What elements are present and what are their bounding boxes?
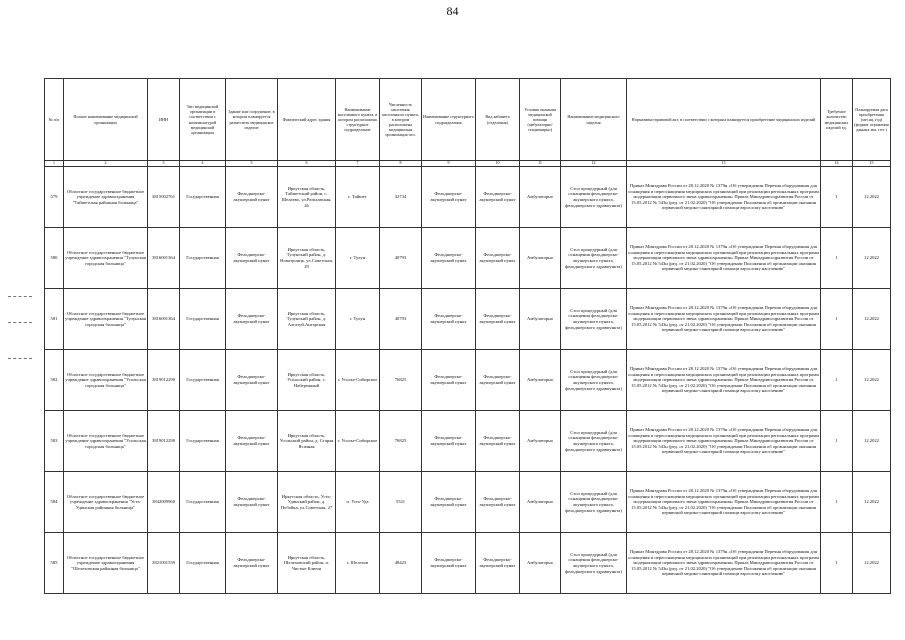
header-cell: Численность населения населенного пункта, в котором расположена медицинская организация чел. (380, 79, 422, 161)
org-name-cell: Областное государственное бюджетное учреждение здравоохранения "Усольская городская больница" (64, 411, 148, 472)
column-number: 8 (380, 161, 422, 167)
header-cell: Планируемая дата приобретения (месяц, год) (формат отражения данных мм. гггг.) (853, 79, 891, 161)
unit-cell: Фельдшерско-акушерский пункт (422, 472, 476, 533)
address-cell: Иркутская область, Тайшетский район, с. Шелаево, ул.Partizanская, 26 (278, 167, 336, 228)
header-cell: Наименование населенного пункта, в котором расположена структурное подразделение (336, 79, 380, 161)
org-type-cell: Государственная (180, 411, 226, 472)
org-type-cell: Государственная (180, 167, 226, 228)
address-cell: Иркутская область, Усольский район, с. Набережный (278, 350, 336, 411)
header-cell: № п/п (45, 79, 64, 161)
locality-cell: г. Шелехов (336, 533, 380, 594)
org-name-cell: Областное государственное бюджетное учреждение здравоохранения "Тулунская городская больница" (64, 289, 148, 350)
device-name-cell: Стол процедурный (для оснащения фельдшерско-акушерского пункта, фельдшерского здравпункта) (561, 472, 627, 533)
locality-cell: г. Тайшет (336, 167, 380, 228)
building-cell: Фельдшерско-акушерский пункт (226, 167, 278, 228)
device-name-cell: Стол процедурный (для оснащения фельдшерско-акушерского пункта, фельдшерского здравпункта) (561, 533, 627, 594)
column-number: 11 (520, 161, 561, 167)
conditions-cell: Амбулаторно (520, 350, 561, 411)
legal-act-cell: Приказ Минздрава России от 28.12.2020 № 1379н «Об утверждении Перечня оборудования для оснащения и переоснащения медицинских организаций при реализации региональных программ модернизации первичного звена здравоохранения» Приказ Минздравсоцразвития России от 15.05.2012 № 543н (ред. от 21.02.2020) "Об утверждении Положения об организации оказания первичной медико-санитарной помощи взрослому населению" (627, 472, 821, 533)
device-name-cell: Стол процедурный (для оснащения фельдшерско-акушерского пункта, фельдшерского здравпункта) (561, 289, 627, 350)
unit-cell: Фельдшерско-акушерский пункт (422, 167, 476, 228)
locality-cell: п. Усть-Уда (336, 472, 380, 533)
column-number: 5 (226, 161, 278, 167)
row-number-cell: 582 (45, 350, 64, 411)
row-number-cell: 581 (45, 289, 64, 350)
header-cell: Наименование медицинского изделия (561, 79, 627, 161)
unit-cell: Фельдшерско-акушерский пункт (422, 411, 476, 472)
table-row (45, 228, 891, 289)
conditions-cell: Амбулаторно (520, 167, 561, 228)
cabinet-cell: Фельдшерско-акушерский пункт (476, 167, 520, 228)
building-cell: Фельдшерско-акушерский пункт (226, 411, 278, 472)
org-type-cell: Государственная (180, 533, 226, 594)
column-number: 15 (853, 161, 891, 167)
cabinet-cell: Фельдшерско-акушерский пункт (476, 472, 520, 533)
table-row (45, 289, 891, 350)
row-number-cell: 585 (45, 533, 64, 594)
header-cell: Вид кабинета (отделения) (476, 79, 520, 161)
population-cell: 40793 (380, 289, 422, 350)
row-number-cell: 584 (45, 472, 64, 533)
column-number: 7 (336, 161, 380, 167)
org-type-cell: Государственная (180, 228, 226, 289)
table-row (45, 350, 891, 411)
population-cell: 40793 (380, 228, 422, 289)
header-cell: Здание или сооружение, в котором планируется разместить медицинское изделие (226, 79, 278, 161)
cabinet-cell: Фельдшерско-акушерский пункт (476, 350, 520, 411)
unit-cell: Фельдшерско-акушерский пункт (422, 289, 476, 350)
org-name-cell: Областное государственное бюджетное учреждение здравоохранения "Усть-Удинская районная больница" (64, 472, 148, 533)
header-cell: Требуемое количество медицинских изделий ед. (821, 79, 853, 161)
population-cell: 5521 (380, 472, 422, 533)
cabinet-cell: Фельдшерско-акушерский пункт (476, 533, 520, 594)
device-name-cell: Стол процедурный (для оснащения фельдшерско-акушерского пункта, фельдшерского здравпункта) (561, 411, 627, 472)
row-number-cell: 579 (45, 167, 64, 228)
column-number: 4 (180, 161, 226, 167)
purchase-date-cell: 12.2022 (853, 350, 891, 411)
population-cell: 48423 (380, 533, 422, 594)
page-number: 84 (446, 4, 459, 18)
header-cell: Наименование структурного подразделения (422, 79, 476, 161)
inn-cell: 3816001364 (148, 289, 180, 350)
quantity-cell: 1 (821, 167, 853, 228)
inn-cell: 3816001364 (148, 228, 180, 289)
quantity-cell: 1 (821, 472, 853, 533)
header-cell: Условия оказания медицинской помощи (амбулаторно/ стационарно) (520, 79, 561, 161)
population-cell: 76825 (380, 411, 422, 472)
table-row (45, 167, 891, 228)
column-number: 3 (148, 161, 180, 167)
legal-act-cell: Приказ Минздрава России от 28.12.2020 № 1379н «Об утверждении Перечня оборудования для оснащения и переоснащения медицинских организаций при реализации региональных программ модернизации первичного звена здравоохранения» Приказ Минздравсоцразвития России от 15.05.2012 № 543н (ред. от 21.02.2020) "Об утверждении Положения об организации оказания первичной медико-санитарной помощи взрослому населению" (627, 350, 821, 411)
cabinet-cell: Фельдшерско-акушерский пункт (476, 228, 520, 289)
purchase-date-cell: 12.2022 (853, 411, 891, 472)
inn-cell: 3819012290 (148, 411, 180, 472)
margin-mark (8, 322, 32, 323)
conditions-cell: Амбулаторно (520, 533, 561, 594)
unit-cell: Фельдшерско-акушерский пункт (422, 350, 476, 411)
row-number-cell: 580 (45, 228, 64, 289)
column-number: 2 (64, 161, 148, 167)
address-cell: Иркутская область, Усольский район, д. Старая Ясачная (278, 411, 336, 472)
inn-cell: 3842009960 (148, 472, 180, 533)
org-type-cell: Государственная (180, 350, 226, 411)
conditions-cell: Амбулаторно (520, 228, 561, 289)
header-cell: Полное наименование медицинской организации (64, 79, 148, 161)
building-cell: Фельдшерско-акушерский пункт (226, 228, 278, 289)
unit-cell: Фельдшерско-акушерский пункт (422, 228, 476, 289)
building-cell: Фельдшерско-акушерский пункт (226, 350, 278, 411)
org-name-cell: Областное государственное бюджетное учреждение здравоохранения "Тулунская городская больница" (64, 228, 148, 289)
legal-act-cell: Приказ Минздрава России от 28.12.2020 № 1379н «Об утверждении Перечня оборудования для оснащения и переоснащения медицинских организаций при реализации региональных программ модернизации первичного звена здравоохранения» Приказ Минздравсоцразвития России от 15.05.2012 № 543н (ред. от 21.02.2020) "Об утверждении Положения об организации оказания первичной медико-санитарной помощи взрослому населению" (627, 228, 821, 289)
quantity-cell: 1 (821, 289, 853, 350)
quantity-cell: 1 (821, 533, 853, 594)
quantity-cell: 1 (821, 411, 853, 472)
column-number: 10 (476, 161, 520, 167)
org-name-cell: Областное государственное бюджетное учреждение здравоохранения "Тайшетская районная больница" (64, 167, 148, 228)
inn-cell: 3815002761 (148, 167, 180, 228)
purchase-date-cell: 12.2022 (853, 472, 891, 533)
column-number: 6 (278, 161, 336, 167)
org-type-cell: Государственная (180, 472, 226, 533)
conditions-cell: Амбулаторно (520, 472, 561, 533)
org-name-cell: Областное государственное бюджетное учреждение здравоохранения "Усольская городская больница" (64, 350, 148, 411)
purchase-date-cell: 12.2022 (853, 228, 891, 289)
cabinet-cell: Фельдшерско-акушерский пункт (476, 411, 520, 472)
population-cell: 32734 (380, 167, 422, 228)
device-name-cell: Стол процедурный (для оснащения фельдшерско-акушерского пункта, фельдшерского здравпункта) (561, 167, 627, 228)
table-row (45, 411, 891, 472)
table-row (45, 472, 891, 533)
population-cell: 76825 (380, 350, 422, 411)
address-cell: Иркутская область, Усть-Удинский район, д. Побойка, ул.Советская, 27 (278, 472, 336, 533)
header-row (45, 79, 891, 161)
medical-equipment-table (44, 78, 891, 594)
address-cell: Иркутская область, Шелеховский район, п. Чистые Ключи (278, 533, 336, 594)
org-type-cell: Государственная (180, 289, 226, 350)
address-cell: Иркутская область, Тулунский район, д. Новотроицк, ул.Советская, 29 (278, 228, 336, 289)
building-cell: Фельдшерско-акушерский пункт (226, 472, 278, 533)
header-cell: ИНН (148, 79, 180, 161)
table-row (45, 533, 891, 594)
unit-cell: Фельдшерско-акушерский пункт (422, 533, 476, 594)
address-cell: Иркутская область, Тулунский район, д. Алгатуй,Ангарская (278, 289, 336, 350)
conditions-cell: Амбулаторно (520, 411, 561, 472)
org-name-cell: Областное государственное бюджетное учреждение здравоохранения "Шелеховская районная больница" (64, 533, 148, 594)
purchase-date-cell: 12.2022 (853, 533, 891, 594)
column-number: 14 (821, 161, 853, 167)
locality-cell: г. Усолье-Сибирское (336, 350, 380, 411)
legal-act-cell: Приказ Минздрава России от 28.12.2020 № 1379н «Об утверждении Перечня оборудования для оснащения и переоснащения медицинских организаций при реализации региональных программ модернизации первичного звена здравоохранения» Приказ Минздравсоцразвития России от 15.05.2012 № 543н (ред. от 21.02.2020) "Об утверждении Положения об организации оказания первичной медико-санитарной помощи взрослому населению" (627, 533, 821, 594)
conditions-cell: Амбулаторно (520, 289, 561, 350)
quantity-cell: 1 (821, 350, 853, 411)
column-number: 12 (561, 161, 627, 167)
column-number: 13 (627, 161, 821, 167)
cabinet-cell: Фельдшерско-акушерский пункт (476, 289, 520, 350)
legal-act-cell: Приказ Минздрава России от 28.12.2020 № 1379н «Об утверждении Перечня оборудования для оснащения и переоснащения медицинских организаций при реализации региональных программ модернизации первичного звена здравоохранения» Приказ Минздравсоцразвития России от 15.05.2012 № 543н (ред. от 21.02.2020) "Об утверждении Положения об организации оказания первичной медико-санитарной помощи взрослому населению" (627, 289, 821, 350)
inn-cell: 3819012290 (148, 350, 180, 411)
inn-cell: 3821001539 (148, 533, 180, 594)
header-cell: Тип медицинской организации в соответствии с номенклатурой медицинской организации (180, 79, 226, 161)
locality-cell: г. Тулун (336, 228, 380, 289)
device-name-cell: Стол процедурный (для оснащения фельдшерско-акушерского пункта, фельдшерского здравпункта) (561, 350, 627, 411)
building-cell: Фельдшерско-акушерский пункт (226, 533, 278, 594)
quantity-cell: 1 (821, 228, 853, 289)
row-number-cell: 583 (45, 411, 64, 472)
locality-cell: г. Усолье-Сибирское (336, 411, 380, 472)
device-name-cell: Стол процедурный (для оснащения фельдшерско-акушерского пункта, фельдшерского здравпункта) (561, 228, 627, 289)
margin-mark (8, 358, 32, 359)
purchase-date-cell: 12.2022 (853, 167, 891, 228)
legal-act-cell: Приказ Минздрава России от 28.12.2020 № 1379н «Об утверждении Перечня оборудования для оснащения и переоснащения медицинских организаций при реализации региональных программ модернизации первичного звена здравоохранения» Приказ Минздравсоцразвития России от 15.05.2012 № 543н (ред. от 21.02.2020) "Об утверждении Положения об организации оказания первичной медико-санитарной помощи взрослому населению" (627, 167, 821, 228)
margin-mark (8, 296, 32, 297)
legal-act-cell: Приказ Минздрава России от 28.12.2020 № 1379н «Об утверждении Перечня оборудования для оснащения и переоснащения медицинских организаций при реализации региональных программ модернизации первичного звена здравоохранения» Приказ Минздравсоцразвития России от 15.05.2012 № 543н (ред. от 21.02.2020) "Об утверждении Положения об организации оказания первичной медико-санитарной помощи взрослому населению" (627, 411, 821, 472)
header-cell: Нормативно-правовой акт, в соответствии с которым планируется приобретение медицинских изделий (627, 79, 821, 161)
locality-cell: г. Тулун (336, 289, 380, 350)
column-number: 9 (422, 161, 476, 167)
header-cell: Фактический адрес здания (278, 79, 336, 161)
column-number: 1 (45, 161, 64, 167)
purchase-date-cell: 12.2022 (853, 289, 891, 350)
building-cell: Фельдшерско-акушерский пункт (226, 289, 278, 350)
